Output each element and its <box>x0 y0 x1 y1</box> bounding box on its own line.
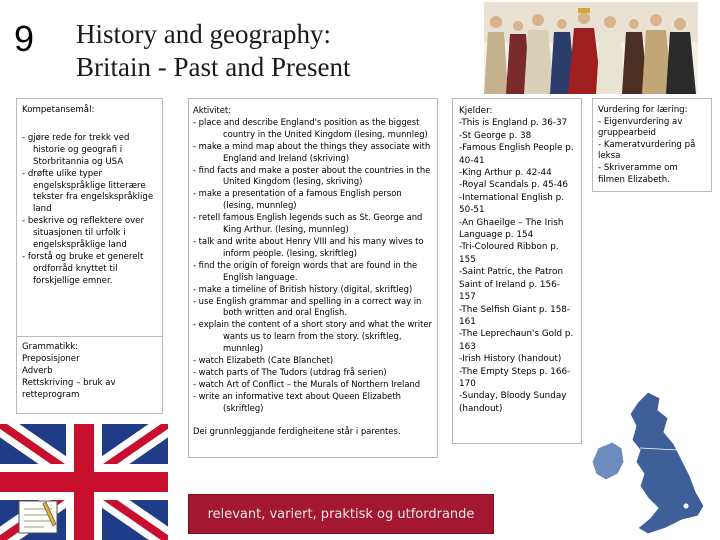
activity-item: - explain the content of a short story and what the writer wants us to learn from the story. (skriftleg, munnleg) <box>193 319 432 354</box>
grammar-box <box>16 336 163 414</box>
grammar-line: Rettskriving – bruk av retteprogram <box>22 377 116 400</box>
activity-item: - make a presentation of a famous English person (lesing, munnleg) <box>193 188 402 211</box>
competence-aims-box <box>16 98 163 346</box>
notebook-icon <box>16 498 60 536</box>
evaluation-line: - Eigenvurdering av gruppearbeid <box>598 116 683 139</box>
slogan-banner: relevant, variert, praktisk og utfordrande <box>188 494 494 534</box>
sources-box <box>452 98 582 444</box>
source-item: -The Leprechaun's Gold p. 163 <box>459 329 574 352</box>
source-item: -International English p. 50-51 <box>459 192 565 216</box>
title-line-2: Britain - Past and Present <box>76 52 351 82</box>
activity-item: - make a mind map about the things they associate with England and Ireland (skriving) <box>193 140 431 163</box>
activity-item: - retell famous English legends such as St. George and King Arthur. (lesing, munnleg) <box>193 212 423 235</box>
grammar-line: Preposisjoner <box>22 353 80 364</box>
sources-heading: Kjelder: <box>459 106 493 116</box>
source-item: -Saint Patric, the Patron Saint of Ireland p. 156-157 <box>459 267 564 303</box>
activity-item: - watch Art of Conflict – the Murals of Northern Ireland <box>193 378 421 389</box>
royal-figures-image <box>484 2 698 94</box>
grammar-line: Adverb <box>22 365 53 376</box>
competence-heading: Kompetansemål: <box>22 105 95 115</box>
skills-note: Dei grunnleggjande ferdigheitene står i parentes. <box>193 425 401 436</box>
source-item: -Tri-Coloured Ribbon p. 155 <box>459 242 559 265</box>
source-item: -St George p. 38 <box>459 130 532 141</box>
evaluation-heading: Vurdering for læring: <box>598 105 688 115</box>
grammar-heading: Grammatikk: <box>22 342 79 352</box>
evaluation-line: - Skriveramme om filmen Elizabeth. <box>598 162 678 185</box>
source-item: -Irish History (handout) <box>459 354 562 365</box>
source-item: -An Ghaeilge – The Irish Language p. 154 <box>459 217 564 241</box>
activity-item: - talk and write about Henry VIII and his many wives to inform people. (lesing, skriftleg) <box>193 235 424 258</box>
source-item: -Famous English People p. 40-41 <box>459 143 574 166</box>
activity-item: - use English grammar and spelling in a correct way in both written and oral English. <box>193 295 422 318</box>
activity-item: - make a timeline of British history (digital, skriftleg) <box>193 283 413 294</box>
activity-item: - watch parts of The Tudors (utdrag frå serien) <box>193 366 387 377</box>
source-item: -This is England p. 36-37 <box>459 118 568 129</box>
activity-item: - find the origin of foreign words that are found in the English language. <box>193 259 418 282</box>
competence-item: - beskrive og reflektere over situasjonen til urfolk i engelskspråklige land <box>22 216 144 251</box>
activities-heading: Aktivitet: <box>193 105 232 115</box>
source-item: -The Selfish Giant p. 158-161 <box>459 304 571 327</box>
activity-item: - place and describe England's position as the biggest country in the United Kingdom (lesing, munnleg) <box>193 116 428 139</box>
source-item: -King Arthur p. 42-44 <box>459 168 552 179</box>
competence-item: - gjøre rede for trekk ved historie og geografi i Storbritannia og USA <box>22 132 130 167</box>
source-item: -Royal Scandals p. 45-46 <box>459 180 569 191</box>
evaluation-line: - Kameratvurdering på leksa <box>598 139 696 162</box>
title-line-1: History and geography: <box>76 19 331 49</box>
evaluation-box <box>592 98 712 192</box>
activities-box <box>188 98 438 458</box>
uk-map-image <box>578 388 720 540</box>
slide-number: 9 <box>14 18 35 59</box>
activity-item: - write an informative text about Queen Elizabeth (skriftleg) <box>193 390 401 413</box>
activity-item: - watch Elizabeth (Cate Blanchet) <box>193 355 334 366</box>
source-item: -The Empty Steps p. 166-170 <box>459 366 571 389</box>
source-item: -Sunday, Bloody Sunday (handout) <box>459 391 567 414</box>
activity-item: - find facts and make a poster about the countries in the United Kingdom (lesing, skriving) <box>193 164 431 187</box>
slide-title <box>76 18 350 84</box>
competence-item: - forstå og bruke et generelt ordforråd knyttet til forskjellige emner. <box>22 251 144 286</box>
competence-item: - drøfte ulike typer engelskspråklige litterære tekster fra engelskspråklige land <box>22 168 154 215</box>
